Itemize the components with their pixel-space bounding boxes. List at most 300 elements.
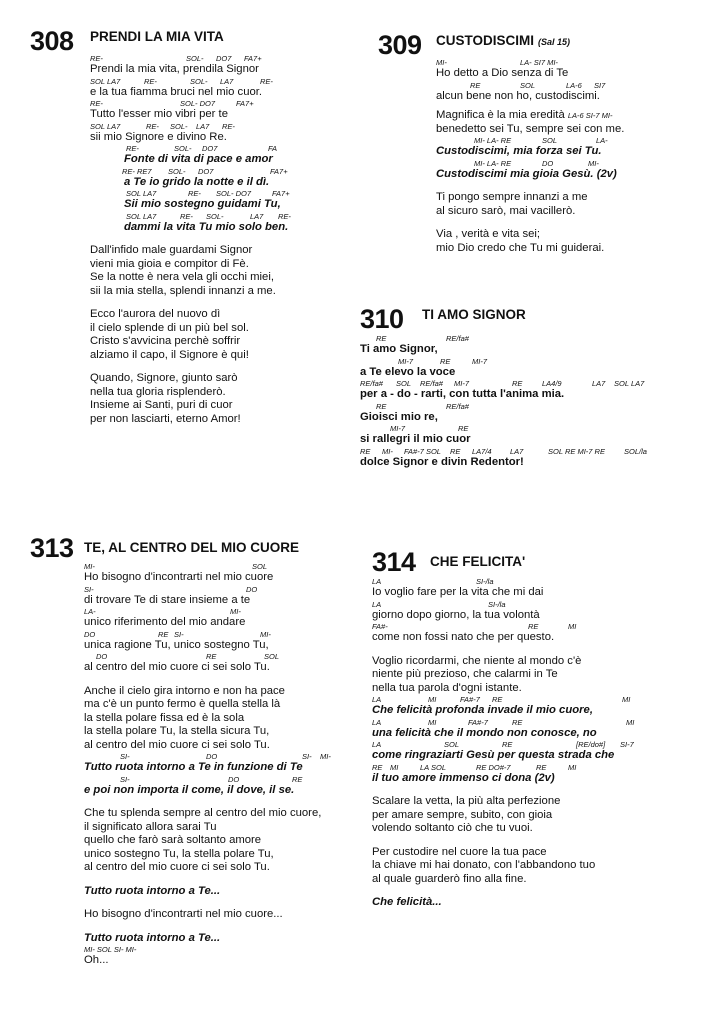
inline-chords: LA-6 SI-7 MI-	[567, 111, 613, 120]
lyric-line	[360, 433, 564, 447]
refrain-line	[124, 176, 288, 190]
chord: RE-	[222, 121, 235, 131]
lyric-text: di trovare Te di stare insieme a te	[84, 593, 251, 606]
lyric-text: al sicuro sarò, mai vacillerò.	[436, 204, 576, 217]
chord: SI-	[84, 584, 94, 594]
chord: LA7	[592, 379, 606, 388]
lyric-line	[90, 63, 288, 77]
lyric-text: Prendi la mia vita, prendila Signor	[90, 63, 259, 75]
lyric-text: Fonte di vita di pace e amor	[124, 153, 273, 165]
lyric-text: Tutto ruota intorno a Te...	[84, 931, 221, 944]
lyric-line	[360, 456, 564, 470]
lyric-text: come ringraziarti Gesù per questa strada che	[372, 749, 615, 761]
lyric-line	[84, 725, 321, 739]
stanza-gap	[372, 836, 614, 846]
chord: RE	[512, 379, 523, 388]
lyric-text: Insieme ai Santi, puri di cuor	[90, 399, 233, 411]
chord: [RE/do#]	[576, 740, 606, 749]
lyric-text: una felicità che il mondo non conosce, no	[372, 726, 597, 739]
chord-row	[360, 379, 645, 388]
chord-row	[360, 402, 564, 411]
chord: LA4/9	[542, 379, 562, 388]
lyric-text: Che tu splenda sempre al centro del mio cuore,	[84, 807, 322, 819]
lyric-text: Ti amo Signor,	[360, 343, 438, 355]
chord-row	[122, 167, 288, 176]
chord: FA7+	[270, 166, 288, 176]
chord: RE	[502, 740, 513, 749]
lyric-line	[84, 954, 321, 968]
lyric-text: il significato allora sarai Tu	[84, 820, 217, 833]
lyric-line	[84, 861, 321, 875]
song-header	[30, 533, 360, 563]
lyric-text: Via , verità e vita sei;	[436, 228, 541, 240]
chord: DO	[206, 752, 218, 761]
chord: FA#-7	[460, 695, 480, 704]
lyric-line	[372, 846, 614, 860]
chord: FA#-	[372, 622, 388, 631]
chord: FA#-7 SOL	[404, 446, 441, 456]
song-number: 314	[372, 547, 416, 577]
lyric-line	[372, 859, 614, 873]
lyric-text: benedetto sei Tu, sempre sei con me.	[436, 122, 625, 135]
chord: SI-/la	[476, 577, 494, 586]
song-body	[436, 58, 624, 255]
song-title: CHE FELICITA'	[430, 554, 526, 569]
lyric-text: Tutto ruota intorno a Te in funzione di Te	[84, 761, 303, 773]
chord-row	[360, 424, 564, 433]
song-header	[372, 547, 712, 577]
chord-row	[436, 58, 624, 67]
chord-row	[372, 577, 614, 586]
chord: SI-7	[620, 740, 634, 749]
lyric-text: Se la notte è nera vela gli occhi miei,	[90, 271, 274, 283]
lyric-line	[90, 386, 288, 400]
stanza-gap	[90, 362, 288, 372]
lyric-line	[84, 807, 321, 821]
lyric-line	[90, 285, 288, 299]
chord-row	[84, 585, 321, 594]
chord-row	[360, 357, 564, 366]
chord: FA7+	[272, 189, 290, 198]
lyric-text: a Te io grido la notte e il dì.	[124, 175, 270, 188]
chord: MI-7	[472, 356, 487, 366]
lyric-text: Oh...	[84, 954, 109, 966]
lyric-text: Anche il cielo gira intorno e non ha pace	[84, 684, 285, 697]
lyric-line	[436, 205, 624, 219]
chord: SI-	[302, 752, 312, 761]
chord: SI-	[174, 629, 184, 639]
chord: SOL	[520, 80, 536, 90]
lyric-text: al centro del mio cuore ci sei solo Tu.	[84, 861, 270, 873]
chord-row	[372, 600, 614, 609]
lyric-line	[84, 661, 321, 675]
chord: RE-	[90, 54, 103, 63]
lyric-text: per non lasciarti, eterno Amor!	[90, 412, 241, 425]
lyric-line	[84, 908, 321, 922]
lyric-line	[90, 108, 288, 122]
chord-row	[84, 630, 321, 639]
stanza-gap	[84, 898, 321, 908]
chord: MI- LA- RE	[474, 158, 512, 168]
chord: LA SOL	[420, 762, 446, 772]
song-number: 309	[378, 30, 422, 60]
chord: LA7	[220, 76, 234, 86]
lyric-line	[90, 244, 288, 258]
song-body	[360, 334, 647, 469]
lyric-line	[84, 639, 321, 653]
chord: MI	[428, 695, 437, 704]
lyric-line	[372, 609, 614, 623]
song-header	[378, 30, 708, 60]
lyric-line	[84, 739, 321, 753]
chord: RE	[376, 334, 387, 343]
lyric-line	[84, 571, 321, 585]
chord-row	[436, 136, 624, 145]
lyric-text: Ho bisogno d'incontrarti nel mio cuore	[84, 571, 274, 583]
chord: RE	[528, 622, 539, 631]
lyric-text: Gioisci mio re,	[360, 410, 438, 423]
chord: MI	[428, 717, 437, 727]
chord: MI	[622, 695, 631, 704]
lyric-text: volendo soltanto ciò che tu vuoi.	[372, 822, 533, 834]
chord: SOL LA7	[126, 211, 157, 221]
chord: DO	[96, 652, 108, 661]
lyric-text: unica ragione Tu, unico sostegno Tu,	[84, 638, 269, 651]
lyric-text: Scalare la vetta, la più alta perfezione	[372, 795, 561, 807]
lyric-text: sii mio Signore e divino Re.	[90, 130, 227, 143]
song-title: PRENDI LA MIA VITA	[90, 29, 224, 44]
lyric-text: e la tua fiamma bruci nel mio cuor.	[90, 85, 263, 98]
lyric-line	[84, 834, 321, 848]
chord: MI-	[320, 752, 331, 761]
lyric-line	[90, 399, 288, 413]
chord: RE/fa#	[360, 379, 383, 388]
lyric-text: al quale guarderò fino alla fine.	[372, 872, 527, 885]
lyric-line	[84, 685, 321, 699]
song-314	[372, 547, 712, 908]
chord: SOL	[396, 379, 412, 388]
lyric-line	[372, 822, 614, 836]
stanza-gap	[90, 298, 288, 308]
song-header	[360, 304, 700, 334]
chord: RE/fa#	[420, 379, 443, 388]
chord: LA7	[250, 211, 264, 221]
chord-row	[372, 695, 631, 704]
lyric-text: Che felicità profonda invade il mio cuore,	[372, 704, 593, 716]
refrain-line	[372, 772, 614, 786]
lyric-text: Ecco l'aurora del nuovo dì	[90, 308, 221, 320]
chord-row	[360, 334, 564, 343]
lyric-text: per a - do - rarti, con tutta l'anima mia.	[360, 388, 565, 400]
chord: LA7	[510, 446, 524, 456]
chord: SOL- DO7	[180, 99, 216, 108]
chord: RE DO#-7	[476, 762, 511, 772]
chord: SOL-	[190, 76, 208, 86]
chord: LA-	[84, 607, 96, 616]
chord-row	[372, 740, 634, 749]
chord: RE	[440, 356, 451, 366]
stanza-gap	[84, 675, 321, 685]
stanza-gap	[84, 797, 321, 807]
chord: MI-7	[398, 356, 413, 366]
chord: SOL-	[170, 121, 188, 131]
chord: FA7+	[244, 54, 262, 63]
lyric-line	[372, 668, 614, 682]
chord: LA-6	[566, 80, 582, 90]
refrain-line	[84, 932, 321, 946]
lyric-text: Custodiscimi, mia forza sei Tu.	[436, 145, 602, 157]
lyric-line	[372, 655, 614, 669]
chord-row	[372, 622, 614, 631]
chord: LA	[372, 717, 382, 727]
lyric-text: Magnifica è la mia eredità	[436, 109, 568, 121]
lyric-text: Quando, Signore, giunto sarò	[90, 372, 238, 384]
chord-row	[436, 81, 624, 90]
lyric-text: mio Dio credo che Tu mi guiderai.	[436, 241, 605, 254]
chord-row	[90, 99, 288, 108]
lyric-line	[84, 616, 321, 630]
chord: RE	[376, 401, 387, 411]
lyric-line	[84, 698, 321, 712]
chord: SOL-	[174, 144, 192, 153]
chord: RE	[536, 762, 547, 772]
chord: FA7+	[236, 99, 254, 108]
lyric-line	[90, 131, 288, 145]
lyric-text: unico sostegno Tu, la stella polare Tu,	[84, 847, 274, 860]
refrain-line	[124, 221, 288, 235]
lyric-line	[90, 258, 288, 272]
chord: DO7	[216, 54, 232, 63]
lyric-text: la stella polare fissa ed è la sola	[84, 711, 245, 724]
chord-row	[84, 752, 331, 761]
lyric-text: Dall'infido male guardami Signor	[90, 244, 253, 256]
chord: RE	[450, 446, 461, 456]
song-number: 313	[30, 533, 74, 563]
stanza-gap	[372, 645, 614, 655]
lyric-text: Ho bisogno d'incontrarti nel mio cuore...	[84, 908, 283, 920]
lyric-text: al centro del mio cuore ci sei solo Tu.	[84, 738, 270, 751]
chord: SOL/la	[624, 446, 647, 456]
chord: RE-	[126, 144, 139, 153]
chord: MI-	[230, 607, 241, 616]
chord: RE-	[146, 121, 159, 131]
chord: LA7	[196, 121, 210, 131]
chord: SOL	[444, 740, 460, 749]
chord: MI	[568, 762, 577, 772]
lyric-line	[436, 90, 624, 104]
chord: LA7/4	[472, 446, 492, 456]
chord: RE	[372, 762, 383, 772]
chord: MI	[568, 622, 577, 631]
chord: LA-	[596, 136, 608, 145]
lyric-text: la chiave mi hai donato, con l'abbandono tuo	[372, 859, 596, 871]
chord-row	[90, 54, 288, 63]
chord: SI-	[120, 752, 130, 761]
lyric-text: giorno dopo giorno, la tua volontà	[372, 608, 540, 621]
lyric-line	[372, 586, 614, 600]
lyric-line	[436, 228, 624, 242]
song-title: CUSTODISCIMI (Sal 15)	[436, 33, 571, 48]
lyric-text: dolce Signor e divin Redentor!	[360, 455, 524, 468]
song-title: TE, AL CENTRO DEL MIO CUORE	[84, 540, 300, 555]
lyric-text: Tutto l'esser mio vibri per te	[90, 108, 228, 120]
chord: RE-	[180, 211, 193, 221]
lyric-text: Che felicità...	[372, 896, 442, 908]
song-body	[372, 577, 635, 910]
lyric-line	[84, 594, 321, 608]
chord-row	[90, 77, 288, 86]
chord: MI-	[260, 629, 271, 639]
lyric-text: nella tua gloria risplenderò.	[90, 385, 226, 398]
chord: SOL-	[186, 54, 204, 63]
lyric-line	[372, 682, 614, 696]
lyric-line	[360, 343, 564, 357]
lyric-text: nella tua parola d'ogni istante.	[372, 681, 522, 694]
chord: SOL LA7	[90, 76, 121, 86]
lyric-line	[90, 271, 288, 285]
chord: SOL-	[168, 166, 186, 176]
chord: RE	[470, 80, 481, 90]
song-subtitle: (Sal 15)	[538, 37, 571, 47]
chord-row	[126, 189, 288, 198]
refrain-line	[372, 896, 614, 910]
chord-row	[84, 945, 321, 954]
chord: SOL-	[206, 211, 224, 221]
song-title: TI AMO SIGNOR	[422, 307, 526, 322]
chord: RE	[360, 446, 371, 456]
stanza-gap	[372, 785, 614, 795]
chord: MI-7	[454, 379, 469, 388]
stanza-gap	[84, 875, 321, 885]
chord: FA	[268, 144, 278, 153]
refrain-line	[124, 198, 288, 212]
lyric-text: ma c'è un punto fermo è quella stella là	[84, 698, 281, 710]
lyric-line	[372, 873, 614, 887]
chord: RE	[492, 695, 503, 704]
chord-row	[84, 652, 321, 661]
stanza-gap	[436, 218, 624, 228]
chord: LA	[372, 577, 382, 586]
lyric-line	[360, 411, 564, 425]
lyric-text: Voglio ricordarmi, che niente al mondo c'è	[372, 654, 582, 667]
lyric-text: e poi non importa il come, il dove, il se.	[84, 783, 295, 796]
lyric-line	[436, 123, 624, 137]
refrain-line	[124, 153, 288, 167]
refrain-line	[436, 145, 624, 159]
lyric-line	[436, 191, 624, 205]
song-309	[378, 30, 708, 254]
lyric-text: quello che farò sarà soltanto amore	[84, 834, 262, 846]
lyric-text: a Te elevo la voce	[360, 365, 456, 378]
lyric-text: Per custodire nel cuore la tua pace	[372, 845, 547, 858]
chord: RE	[512, 717, 523, 727]
chord: RE	[458, 424, 469, 433]
chord: DO7	[198, 166, 214, 176]
lyric-text: Tutto ruota intorno a Te...	[84, 884, 221, 897]
refrain-line	[84, 784, 321, 798]
chord: RE	[206, 652, 217, 661]
chord-row	[84, 562, 321, 571]
lyric-line	[90, 86, 288, 100]
refrain-line	[84, 761, 321, 775]
lyric-text: Cristo s'avvicina perchè soffrir	[90, 335, 241, 347]
chord-row	[126, 211, 291, 221]
chord: RE-	[260, 76, 273, 86]
lyric-line	[360, 366, 564, 380]
chord: FA#-7	[468, 717, 488, 727]
lyric-text: il tuo amore immenso ci dona (2v)	[372, 771, 555, 784]
chord: RE-	[90, 99, 103, 108]
lyric-text: niente più prezioso, che calarmi in Te	[372, 668, 558, 680]
chord: LA	[372, 599, 382, 609]
lyric-line	[372, 795, 614, 809]
refrain-line	[84, 885, 321, 899]
chord: SOL LA7	[90, 121, 121, 131]
lyric-text: sii la mia stella, splendi innanzi a me.	[90, 284, 276, 297]
lyric-text: Io voglio fare per la vita che mi dai	[372, 586, 544, 598]
chord: RE- RE7	[122, 166, 152, 176]
chord: RE-	[144, 76, 157, 86]
lyric-text: Ti pongo sempre innanzi a me	[436, 191, 588, 203]
song-body	[84, 562, 331, 968]
lyric-text: per amare sempre, subito, con gioia	[372, 808, 553, 821]
song-308	[30, 26, 350, 425]
chord: DO	[246, 584, 258, 594]
refrain-line	[372, 749, 614, 763]
chord: MI	[626, 717, 635, 727]
lyric-line	[84, 712, 321, 726]
lyric-text: Custodiscimi mia gioia Gesù. (2v)	[436, 167, 617, 180]
chord-row	[436, 159, 624, 168]
chord-row	[90, 122, 288, 131]
chord: DO	[228, 774, 240, 784]
chord: LA	[372, 740, 382, 749]
chord: MI- LA- RE	[474, 136, 512, 145]
chord: RE/fa#	[446, 401, 469, 411]
lyric-text: alcun bene non ho, custodiscimi.	[436, 89, 600, 102]
chord-row	[126, 144, 288, 153]
chord: MI- SOL SI- MI-	[84, 945, 137, 954]
lyric-text: al centro del mio cuore ci sei solo Tu.	[84, 661, 270, 673]
chord: SOL	[542, 136, 558, 145]
chord-row	[372, 763, 614, 772]
chord: SOL- DO7	[216, 189, 252, 198]
lyric-line	[84, 848, 321, 862]
stanza-gap	[436, 181, 624, 191]
lyric-line	[90, 335, 288, 349]
refrain-line	[372, 727, 614, 741]
lyric-text: vieni mia gioia e compitor di Fè.	[90, 257, 249, 270]
chord: SI7	[594, 80, 606, 90]
chord: SOL RE MI-7 RE	[548, 446, 605, 456]
stanza-gap	[90, 234, 288, 244]
lyric-text: come non fossi nato che per questo.	[372, 631, 555, 643]
chord: LA	[372, 695, 382, 704]
chord: DO7	[202, 144, 218, 153]
lyric-text: unico riferimento del mio andare	[84, 616, 246, 628]
chord: MI-	[382, 446, 393, 456]
lyric-text: alziamo il capo, il Signore è qui!	[90, 348, 249, 361]
chord: MI	[390, 762, 399, 772]
lyric-text: il cielo splende di un più bel sol.	[90, 321, 249, 334]
lyric-line	[90, 372, 288, 386]
chord: RE	[158, 629, 169, 639]
song-313	[30, 533, 360, 966]
lyric-line	[90, 308, 288, 322]
chord: SOL LA7	[614, 379, 645, 388]
lyric-line	[360, 388, 564, 402]
lyric-text: si rallegri il mio cuor	[360, 433, 471, 445]
